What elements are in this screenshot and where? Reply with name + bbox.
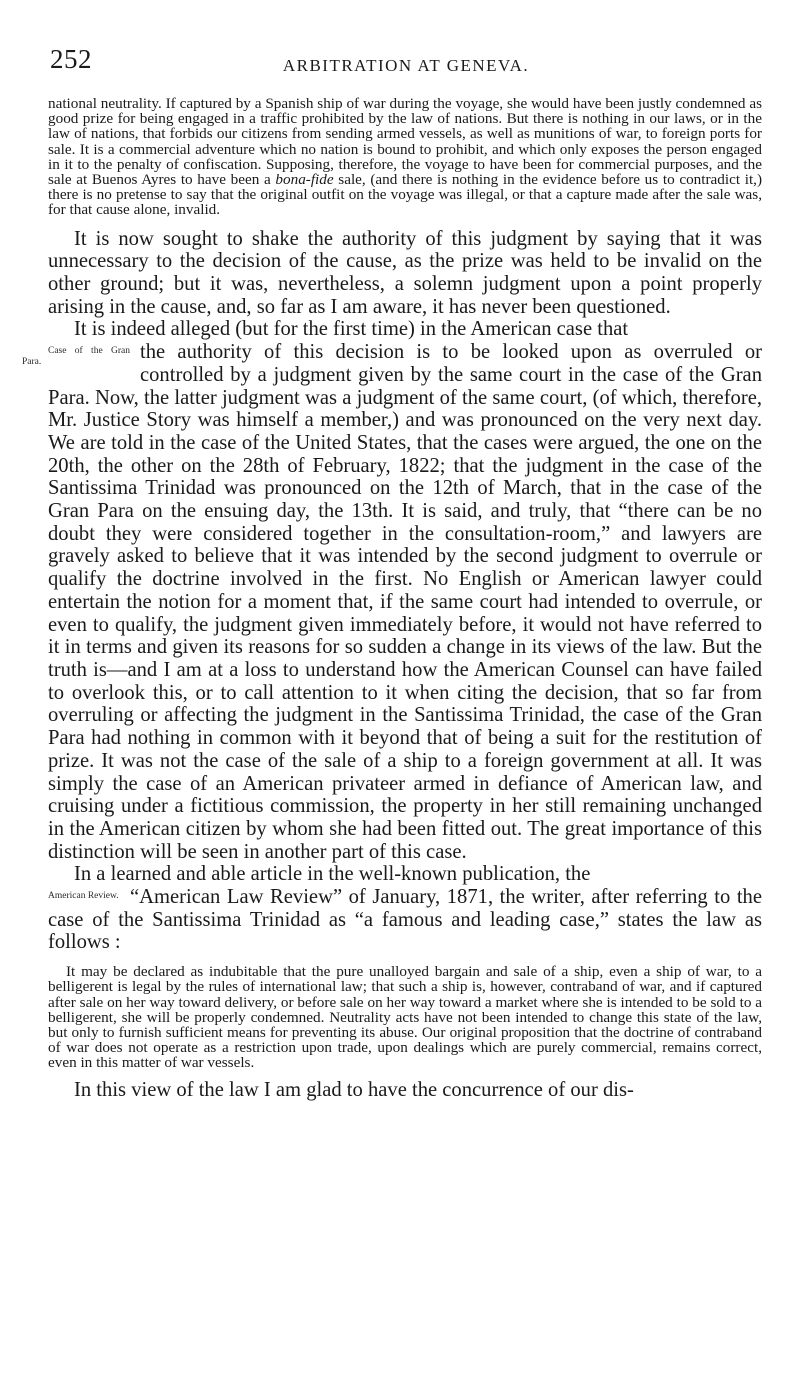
paragraph-american-review-rest: “American Law Review” of January, 1871, the writer, after referring to the case of the Santissima Trinidad as “a famous and leading case,” states the law as follows :	[48, 886, 762, 954]
paragraph-american-review-start: In a learned and able article in the well-known publication, the	[74, 863, 591, 886]
paragraph-concurrence: In this view of the law I am glad to have the concurrence of our dis-	[74, 1078, 634, 1101]
quote-one-italic: bona-fide	[275, 171, 334, 189]
page-body	[22, 95, 763, 1101]
marginal-note-gran-para: Case of the Gran Para.	[22, 346, 130, 368]
paragraph-american-review	[48, 863, 762, 954]
paragraph-gran-para-rest: the authority of this decision is to be looked upon as overruled or controlled by a judgment given by the same court in the case of the Gran Para. Now, the latter judgment was a judgment of the same court, (of which, therefore, Mr. Justice Story was himself a member,) and was pronounced on the very next day. We are told in the case of the United States, that the cases were argued, the one on the 20th, the other on the 28th of February, 1822; that the judgment in the case of the Santissima Trinidad was pronounced on the 12th of March, that in the case of the Gran Para on the ensuing day, the 13th. It is said, and truly, that “there can be no doubt they were considered together in the consultation-room,” and lawyers are gravely asked to believe that it was intended by the second judgment to overrule or qualify the doctrine involved in the first. No English or American lawyer could entertain the notion for a moment that, if the same court had intended to overrule, or even to qualify, the judgment given immediately before, it would not have referred to it in terms and given its reasons for so sudden a change in its views of the law. But the truth is—and I am at a loss to understand how the American Counsel can have failed to overlook this, or to call attention to it when citing the decision, that so far from overruling or affecting the judgment in the Santissima Trinidad, the case of the Gran Para had nothing in common with it beyond that of being a suit for the restitution of prize. It was not the case of the sale of a ship to a foreign government at all. It was simply the case of an American privateer armed in defiance of American law, and cruising under a fictitious commission, the property in her still remaining unchanged in the American citizen by whom she had been fitted out. The great importance of this distinction will be seen in another part of this case.	[48, 341, 762, 863]
quote-one-end: sale, (and there is nothing in the evidence before us to contradict it,) there is no pretense to say that the original outfit on the voyage was illegal, or that a capture made after the sale was, for that cause alone, invalid.	[48, 171, 763, 219]
paragraph-authority: It is now sought to shake the authority of this judgment by saying that it was unnecessary to the decision of the cause, as the prize was held to be invalid on the other ground; but it was, nevertheless, a solemn judgment upon a point properly arising in the cause, and, so far as I am aware, it has never been questioned.	[48, 227, 762, 318]
page-number: 252	[50, 44, 92, 74]
block-quote-opening	[48, 96, 762, 218]
paragraph-gran-para	[22, 318, 762, 863]
marginal-note-american-review: American Review.	[48, 891, 119, 902]
quote-one-text: national neutrality. If captured by a Spanish ship of war during the voyage, she would have been justly condemned as good prize for being engaged in a traffic prohibited by the law of nations. But there is nothing in our laws, or in the law of nations, that forbids our citizens from sending armed vessels, as well as munitions of war, to foreign ports for sale. It is a commercial adventure which no nation is bound to prohibit, and which only exposes the person engaged in it to the penalty of confiscation. Supposing, therefore, the voyage to have been for commercial purposes, and the sale at Buenos Ayres to have been a	[48, 95, 762, 189]
running-head: ARBITRATION AT GENEVA.	[282, 56, 530, 75]
paragraph-gran-para-start: It is indeed alleged (but for the first time) in the American case that	[74, 318, 629, 341]
page-header	[50, 44, 762, 84]
block-quote-law-review: It may be declared as indubitable that the pure unalloyed bargain and sale of a ship, even a ship of war, to a belligerent is legal by the rules of international law; that such a ship is, however, contraband of war, and if captured after sale on her way toward delivery, or before sale on her way toward a market where she is intended to be sold to a belligerent, she will be properly condemned. Neutrality acts have not been intended to change this state of the law, but only to furnish sufficient means for preventing its abuse. Our original proposition that the doctrine of contraband of war does not operate as a restriction upon trade, upon dealings which are purely commercial, remains correct, even in this matter of war vessels.	[48, 963, 762, 1072]
